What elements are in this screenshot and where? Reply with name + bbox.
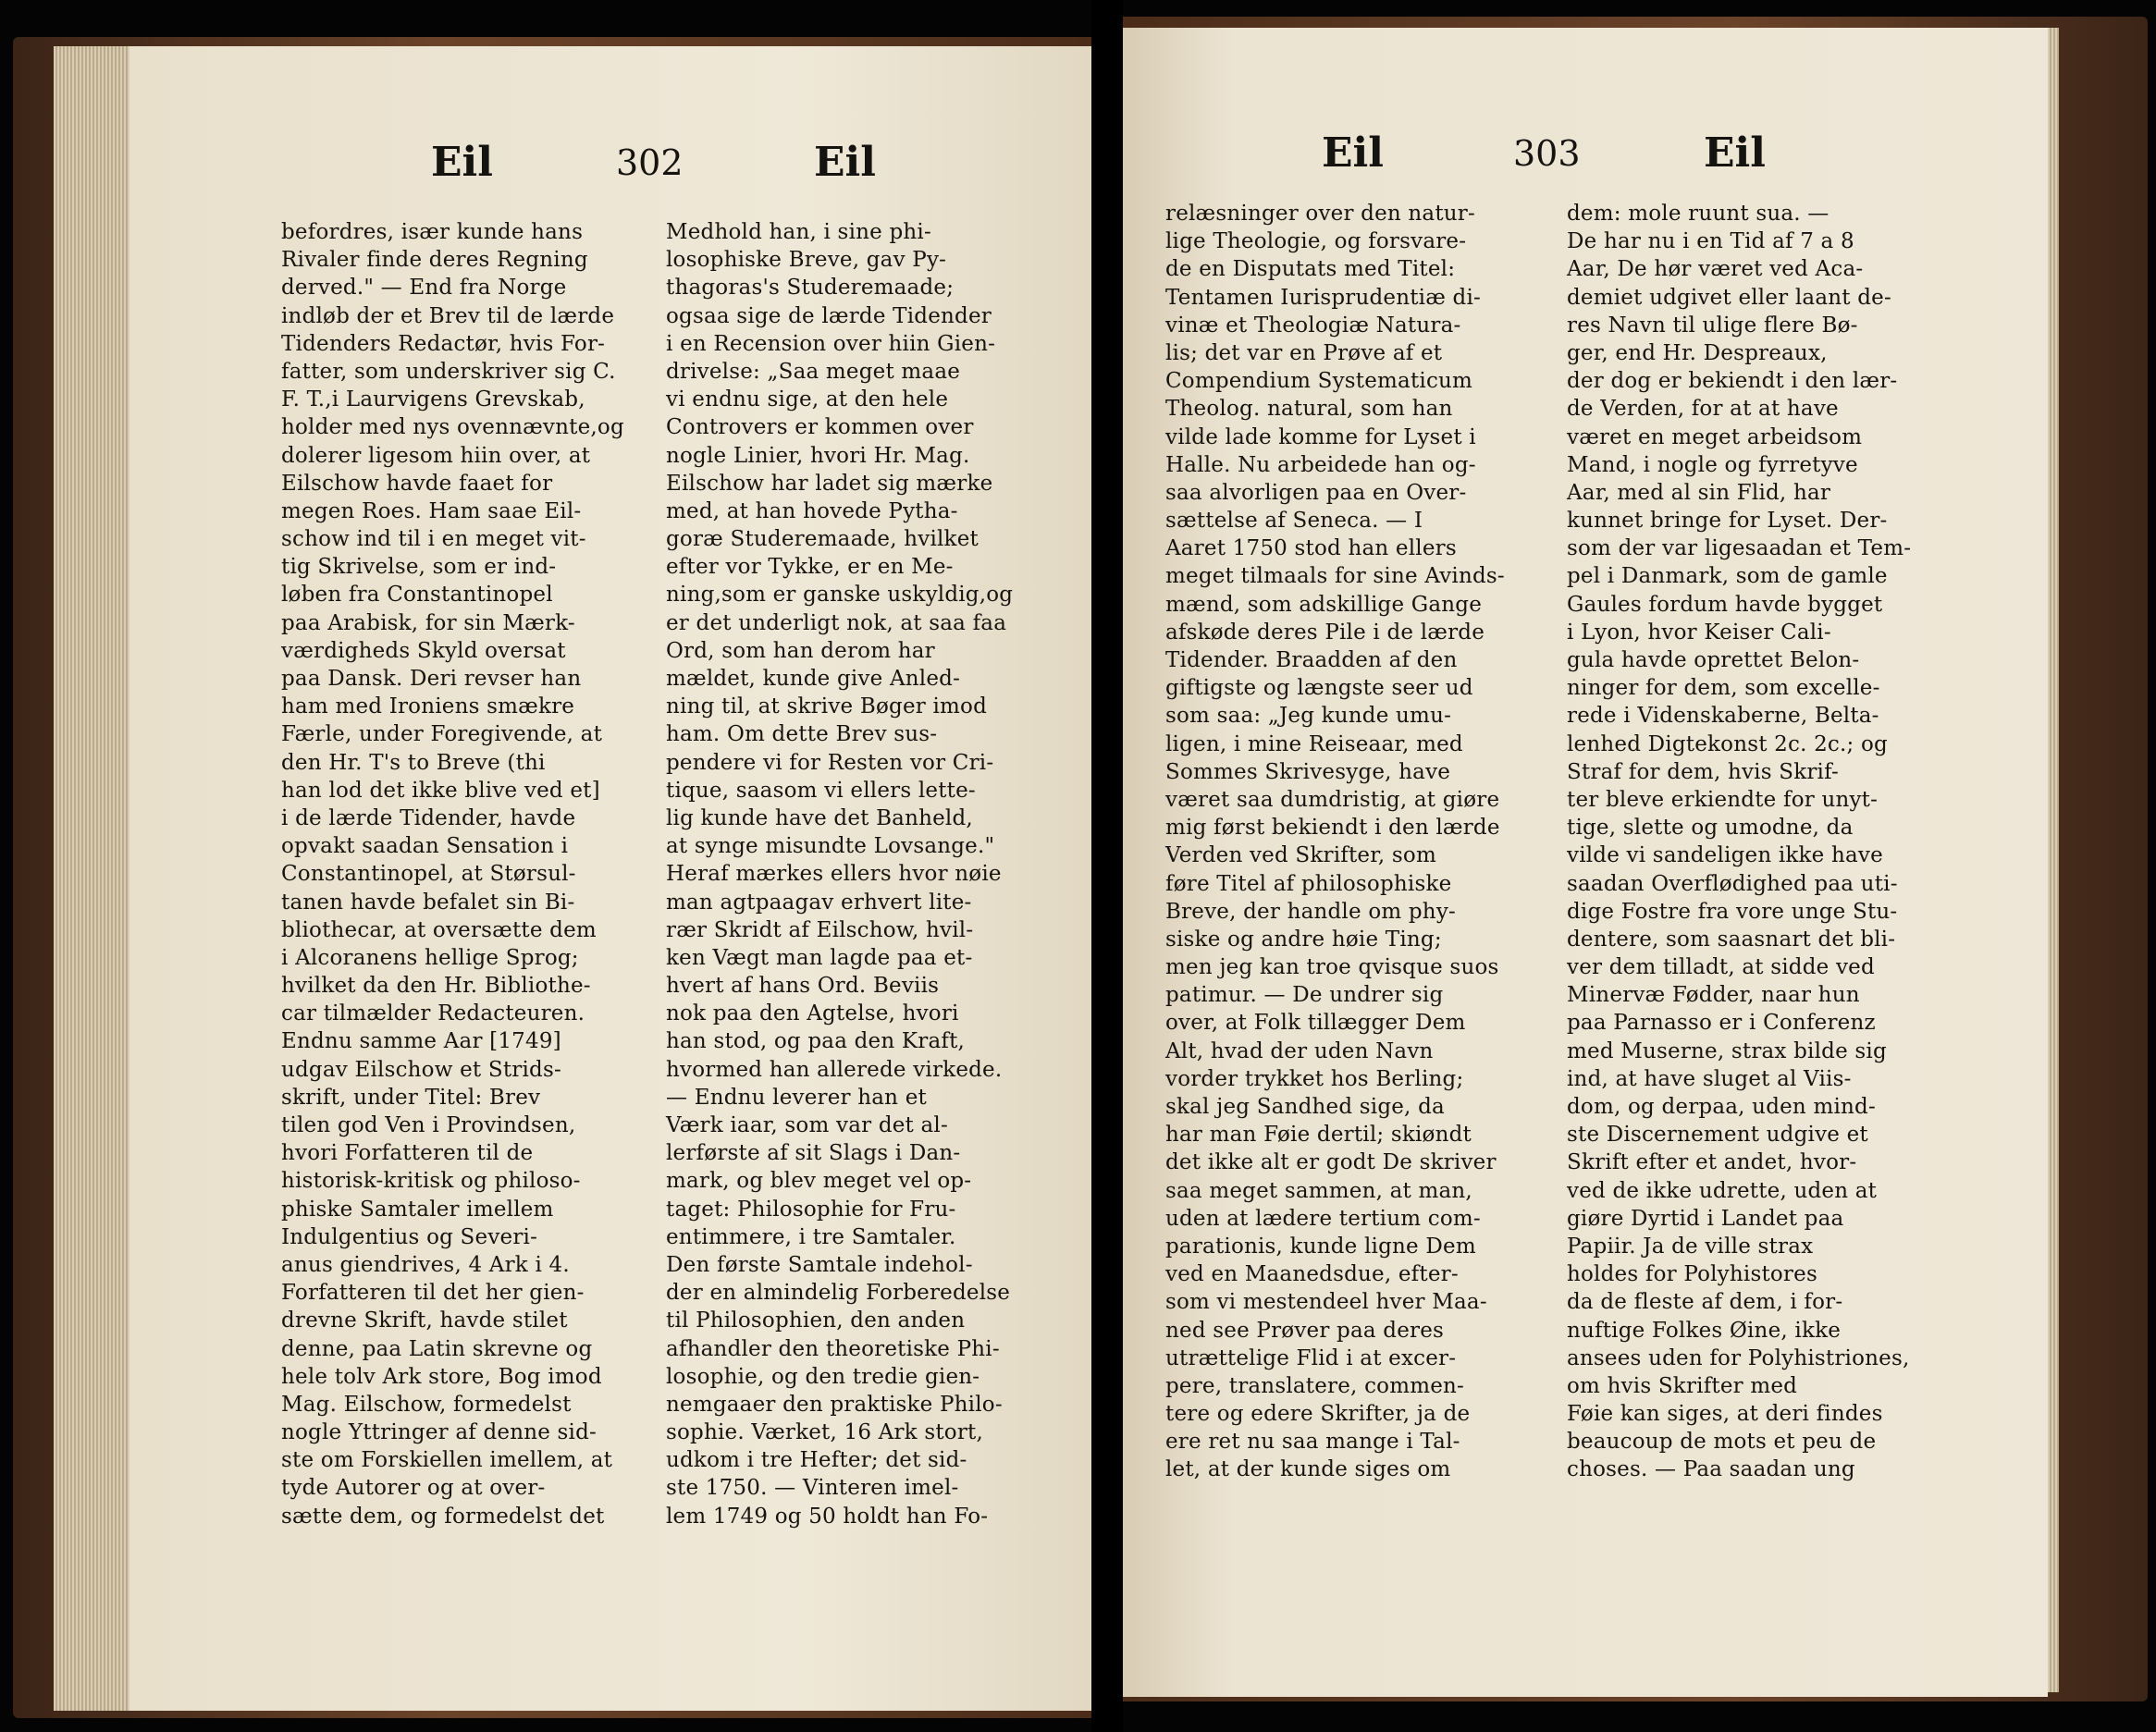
text-line: paa Dansk. Deri revser han [281, 667, 582, 691]
text-line: De har nu i en Tid af 7 a 8 [1567, 229, 1854, 254]
text-line: beaucoup de mots et peu de [1567, 1430, 1877, 1455]
text-line: føre Titel af philosophiske [1165, 871, 1452, 896]
text-line: ning til, at skrive Bøger imod [666, 694, 987, 719]
text-line: giftigste og længste seer ud [1165, 676, 1473, 701]
text-line: saa alvorligen paa en Over- [1165, 480, 1467, 505]
text-line: ham. Om dette Brev sus- [666, 722, 938, 747]
text-line: ind, at have sluget al Viis- [1567, 1066, 1852, 1091]
text-line: F. T.,i Laurvigens Grevskab, [281, 387, 585, 412]
text-line: Indulgentius og Severi- [281, 1224, 538, 1249]
text-line: paa Arabisk, for sin Mærk- [281, 610, 575, 635]
text-line: dom, og derpaa, uden mind- [1567, 1095, 1876, 1119]
text-line: mældet, kunde give Anled- [666, 667, 961, 691]
text-line: car tilmælder Redacteuren. [281, 1001, 585, 1026]
text-line: skal jeg Sandhed sige, da [1165, 1095, 1445, 1119]
text-line: Føie kan siges, at deri findes [1567, 1402, 1883, 1427]
text-line: lenhed Digtekonst 2c. 2c.; og [1567, 731, 1888, 756]
text-line: Theolog. natural, som han [1165, 397, 1453, 422]
text-line: Eilschow har ladet sig mærke [666, 471, 993, 496]
text-line: Tidender. Braadden af den [1165, 648, 1458, 672]
text-line: har man Føie dertil; skiøndt [1165, 1123, 1472, 1148]
text-line: ninger for dem, som excelle- [1567, 676, 1880, 701]
text-line: Straf for dem, hvis Skrif- [1567, 759, 1839, 784]
text-line: tere og edere Skrifter, ja de [1165, 1402, 1471, 1427]
text-line: Værk iaar, som var det al- [666, 1113, 948, 1137]
text-line: man agtpaagav erhvert lite- [666, 890, 972, 915]
text-line: afskøde deres Pile i de lærde [1165, 620, 1485, 645]
text-line: saadan Overflødighed paa uti- [1567, 871, 1898, 896]
text-line: fatter, som underskriver sig C. [281, 359, 616, 384]
text-line: befordres, især kunde hans [281, 220, 584, 244]
text-line: med, at han hovede Pytha- [666, 498, 958, 523]
text-line: bliothecar, at oversætte dem [281, 917, 597, 942]
text-line: nogle Yttringer af denne sid- [281, 1420, 598, 1445]
text-line: anus giendrives, 4 Ark i 4. [281, 1252, 570, 1277]
running-head-right-page [1123, 129, 2048, 194]
text-line: tyde Autorer og at over- [281, 1476, 546, 1501]
text-line: holdes for Polyhistores [1567, 1262, 1817, 1287]
text-line: Aaret 1750 stod han ellers [1165, 536, 1457, 561]
running-head-left-word: Eil [431, 139, 493, 186]
text-line: Tentamen Iurisprudentiæ di- [1165, 285, 1481, 310]
text-line: lige Theologie, og forsvare- [1165, 229, 1467, 254]
text-line: Papiir. Ja de ville strax [1567, 1234, 1814, 1259]
text-line: Forfatteren til det her gien- [281, 1281, 585, 1306]
text-line: lis; det var en Prøve af et [1165, 340, 1443, 365]
text-line: ligen, i mine Reiseaar, med [1165, 731, 1463, 756]
text-line: nogle Linier, hvori Hr. Mag. [666, 443, 970, 468]
text-line: saa meget sammen, at man, [1165, 1178, 1472, 1203]
text-line: demiet udgivet eller laant de- [1567, 285, 1891, 310]
text-line: efter vor Tykke, er en Me- [666, 555, 954, 580]
text-line: som saa: „Jeg kunde umu- [1165, 704, 1452, 729]
text-line: været en meget arbeidsom [1567, 424, 1863, 449]
text-line: Compendium Systematicum [1165, 369, 1473, 394]
text-line: det ikke alt er godt De skriver [1165, 1150, 1497, 1175]
text-line: siske og andre høie Ting; [1165, 927, 1442, 952]
text-line: hvormed han allerede virkede. [666, 1057, 1003, 1082]
text-line: lem 1749 og 50 holdt han Fo- [666, 1504, 989, 1529]
text-line: i en Recension over hiin Gien- [666, 331, 996, 356]
running-head-left-page [129, 139, 1091, 203]
text-line: losophiske Breve, gav Py- [666, 248, 947, 273]
text-line: der dog er bekiendt i den lær- [1567, 369, 1898, 394]
text-line: mig først bekiendt i den lærde [1165, 816, 1500, 841]
text-column-left-2 [666, 218, 1013, 1530]
text-line: hvori Forfatteren til de [281, 1141, 534, 1166]
text-line: thagoras's Studeremaade; [666, 276, 955, 301]
text-line: res Navn til ulige flere Bø- [1567, 313, 1858, 338]
text-line: tig Skrivelse, som er ind- [281, 555, 557, 580]
text-line: vilde vi sandeligen ikke have [1567, 843, 1883, 868]
text-line: udgav Eilschow et Strids- [281, 1057, 561, 1082]
text-line: vorder trykket hos Berling; [1165, 1066, 1464, 1091]
text-line: nemgaaer den praktiske Philo- [666, 1392, 1003, 1417]
text-line: ste Discernement udgive et [1567, 1123, 1868, 1148]
text-line: er det underligt nok, at saa faa [666, 610, 1007, 635]
left-page [129, 46, 1091, 1711]
text-line: ere ret nu saa mange i Tal- [1165, 1430, 1460, 1455]
text-line: derved." — End fra Norge [281, 276, 567, 301]
text-line: dige Fostre fra vore unge Stu- [1567, 899, 1898, 924]
text-line: paa Parnasso er i Conferenz [1567, 1011, 1876, 1036]
text-line: gula havde oprettet Belon- [1567, 648, 1860, 672]
text-line: — Endnu leverer han et [666, 1085, 927, 1110]
text-line: de en Disputats med Titel: [1165, 257, 1456, 282]
text-line: Aar, De hør været ved Aca- [1567, 257, 1864, 282]
text-line: i de lærde Tidender, havde [281, 805, 576, 830]
text-line: nuftige Folkes Øine, ikke [1567, 1318, 1842, 1343]
text-line: Skrift efter et andet, hvor- [1567, 1150, 1857, 1175]
text-line: megen Roes. Ham saae Eil- [281, 498, 582, 523]
text-line: Minervæ Fødder, naar hun [1567, 983, 1860, 1008]
text-line: drivelse: „Saa meget maae [666, 359, 961, 384]
text-line: været saa dumdristig, at giøre [1165, 787, 1500, 812]
text-line: udkom i tre Hefter; det sid- [666, 1448, 967, 1473]
text-line: i Alcoranens hellige Sprog; [281, 945, 579, 970]
text-line: han stod, og paa den Kraft, [666, 1029, 966, 1054]
text-line: pere, translatere, commen- [1165, 1373, 1465, 1398]
text-line: parationis, kunde ligne Dem [1165, 1234, 1476, 1259]
book-gutter [1091, 0, 1123, 1732]
text-line: Medhold han, i sine phi- [666, 220, 931, 244]
text-line: dem: mole ruunt sua. — [1567, 202, 1830, 226]
text-line: utrættelige Flid i at excer- [1165, 1345, 1457, 1370]
text-line: sophie. Værket, 16 Ark stort, [666, 1420, 983, 1445]
text-line: men jeg kan troe qvisque suos [1165, 955, 1499, 980]
page-number: 302 [616, 142, 684, 183]
text-line: ned see Prøver paa deres [1165, 1318, 1445, 1343]
text-line: afhandler den theoretiske Phi- [666, 1336, 1000, 1361]
text-line: Mand, i nogle og fyrretyve [1567, 452, 1858, 477]
text-line: indløb der et Brev til de lærde [281, 303, 615, 328]
text-line: entimmere, i tre Samtaler. [666, 1224, 956, 1249]
text-line: ved en Maanedsdue, efter- [1165, 1262, 1459, 1287]
text-line: meget tilmaals for sine Avinds- [1165, 564, 1505, 589]
text-line: losophie, og den tredie gien- [666, 1364, 980, 1389]
text-line: han lod det ikke blive ved et] [281, 778, 600, 803]
text-line: taget: Philosophie for Fru- [666, 1197, 956, 1222]
text-line: da de fleste af dem, i for- [1567, 1290, 1843, 1315]
text-line: drevne Skrift, havde stilet [281, 1308, 568, 1333]
text-line: Færle, under Foregivende, at [281, 722, 603, 747]
text-line: denne, paa Latin skrevne og [281, 1336, 593, 1361]
text-line: giøre Dyrtid i Landet paa [1567, 1206, 1844, 1231]
text-line: Sommes Skrivesyge, have [1165, 759, 1451, 784]
text-line: mænd, som adskillige Gange [1165, 592, 1483, 617]
text-line: nok paa den Agtelse, hvori [666, 1001, 959, 1026]
text-line: lig kunde have det Banheld, [666, 805, 973, 830]
text-line: ste 1750. — Vinteren imel- [666, 1476, 959, 1501]
text-line: hele tolv Ark store, Bog imod [281, 1364, 602, 1389]
text-line: Verden ved Skrifter, som [1165, 843, 1436, 868]
text-line: ken Vægt man lagde paa et- [666, 945, 973, 970]
text-line: ved de ikke udrette, uden at [1567, 1178, 1878, 1203]
text-line: ger, end Hr. Despreaux, [1567, 340, 1828, 365]
text-line: Halle. Nu arbeidede han og- [1165, 452, 1476, 477]
text-line: Breve, der handle om phy- [1165, 899, 1456, 924]
text-line: Heraf mærkes ellers hvor nøie [666, 862, 1002, 887]
text-line: pendere vi for Resten vor Cri- [666, 750, 994, 775]
right-page [1123, 28, 2048, 1697]
text-line: som der var ligesaadan et Tem- [1567, 536, 1912, 561]
text-line: holder med nys ovennævnte,og [281, 415, 624, 440]
text-line: ogsaa sige de lærde Tidender [666, 303, 992, 328]
text-line: Mag. Eilschow, formedelst [281, 1392, 572, 1417]
text-line: tanen havde befalet sin Bi- [281, 890, 575, 915]
text-column-right-1 [1165, 200, 1505, 1484]
text-line: at synge misundte Lovsange." [666, 834, 995, 859]
text-line: Tidenders Redactør, hvis For- [281, 331, 606, 356]
text-line: i Lyon, hvor Keiser Cali- [1567, 620, 1831, 645]
text-line: Aar, med al sin Flid, har [1567, 480, 1831, 505]
text-line: ham med Ironiens smækre [281, 694, 575, 719]
text-line: vilde lade komme for Lyset i [1165, 424, 1476, 449]
text-line: de Verden, for at at have [1567, 397, 1839, 422]
text-line: tige, slette og umodne, da [1567, 816, 1854, 841]
text-column-left-1 [281, 218, 624, 1530]
text-line: schow ind til i en meget vit- [281, 527, 586, 552]
text-line: vinæ et Theologiæ Natura- [1165, 313, 1461, 338]
text-line: rede i Videnskaberne, Belta- [1567, 704, 1879, 729]
text-line: dentere, som saasnart det bli- [1567, 927, 1896, 952]
text-line: relæsninger over den natur- [1165, 202, 1475, 226]
text-column-right-2 [1567, 200, 1911, 1484]
text-line: ver dem tilladt, at sidde ved [1567, 955, 1875, 980]
running-head-left-word: Eil [1322, 129, 1384, 177]
text-line: lerførste af sit Slags i Dan- [666, 1141, 961, 1166]
text-line: Constantinopel, at Størsul- [281, 862, 576, 887]
text-line: Gaules fordum havde bygget [1567, 592, 1883, 617]
text-line: uden at lædere tertium com- [1165, 1206, 1481, 1231]
text-line: rær Skridt af Eilschow, hvil- [666, 917, 974, 942]
text-line: om hvis Skrifter med [1567, 1373, 1798, 1398]
running-head-right-word: Eil [814, 139, 876, 186]
text-line: der en almindelig Forberedelse [666, 1281, 1011, 1306]
text-line: Endnu samme Aar [1749] [281, 1029, 561, 1054]
text-line: hvilket da den Hr. Bibliothe- [281, 974, 591, 999]
text-line: ste om Forskiellen imellem, at [281, 1448, 613, 1473]
text-line: Alt, hvad der uden Navn [1165, 1038, 1434, 1063]
text-line: værdigheds Skyld oversat [281, 638, 566, 663]
text-line: historisk-kritisk og philoso- [281, 1169, 581, 1194]
text-line: tique, saasom vi ellers lette- [666, 778, 976, 803]
text-line: opvakt saadan Sensation i [281, 834, 569, 859]
text-line: ning,som er ganske uskyldig,og [666, 583, 1014, 608]
text-line: med Muserne, strax bilde sig [1567, 1038, 1887, 1063]
text-line: goræ Studeremaade, hvilket [666, 527, 979, 552]
text-line: Ord, som han derom har [666, 638, 935, 663]
text-line: patimur. — De undrer sig [1165, 983, 1444, 1008]
text-line: over, at Folk tillægger Dem [1165, 1011, 1466, 1036]
text-line: som vi mestendeel hver Maa- [1165, 1290, 1487, 1315]
text-line: ter bleve erkiendte for unyt- [1567, 787, 1879, 812]
running-head-right-word: Eil [1704, 129, 1766, 177]
text-line: sættelse af Seneca. — I [1165, 509, 1423, 534]
page-number: 303 [1513, 133, 1581, 174]
text-line: Eilschow havde faaet for [281, 471, 553, 496]
text-line: pel i Danmark, som de gamle [1567, 564, 1888, 589]
text-line: den Hr. T's to Breve (thi [281, 750, 546, 775]
text-line: vi endnu sige, at den hele [666, 387, 949, 412]
text-line: tilen god Ven i Provindsen, [281, 1113, 576, 1137]
text-line: hvert af hans Ord. Beviis [666, 974, 940, 999]
text-line: Controvers er kommen over [666, 415, 974, 440]
text-line: sætte dem, og formedelst det [281, 1504, 605, 1529]
text-line: dolerer ligesom hiin over, at [281, 443, 591, 468]
text-line: skrift, under Titel: Brev [281, 1085, 541, 1110]
text-line: kunnet bringe for Lyset. Der- [1567, 509, 1888, 534]
text-line: phiske Samtaler imellem [281, 1197, 554, 1222]
text-line: mark, og blev meget vel op- [666, 1169, 972, 1194]
text-line: ansees uden for Polyhistriones, [1567, 1345, 1910, 1370]
text-line: Den første Samtale indehol- [666, 1252, 973, 1277]
text-line: til Philosophien, den anden [666, 1308, 966, 1333]
text-line: Rivaler finde deres Regning [281, 248, 588, 273]
text-line: choses. — Paa saadan ung [1567, 1457, 1855, 1482]
text-line: let, at der kunde siges om [1165, 1457, 1451, 1482]
text-line: løben fra Constantinopel [281, 583, 553, 608]
